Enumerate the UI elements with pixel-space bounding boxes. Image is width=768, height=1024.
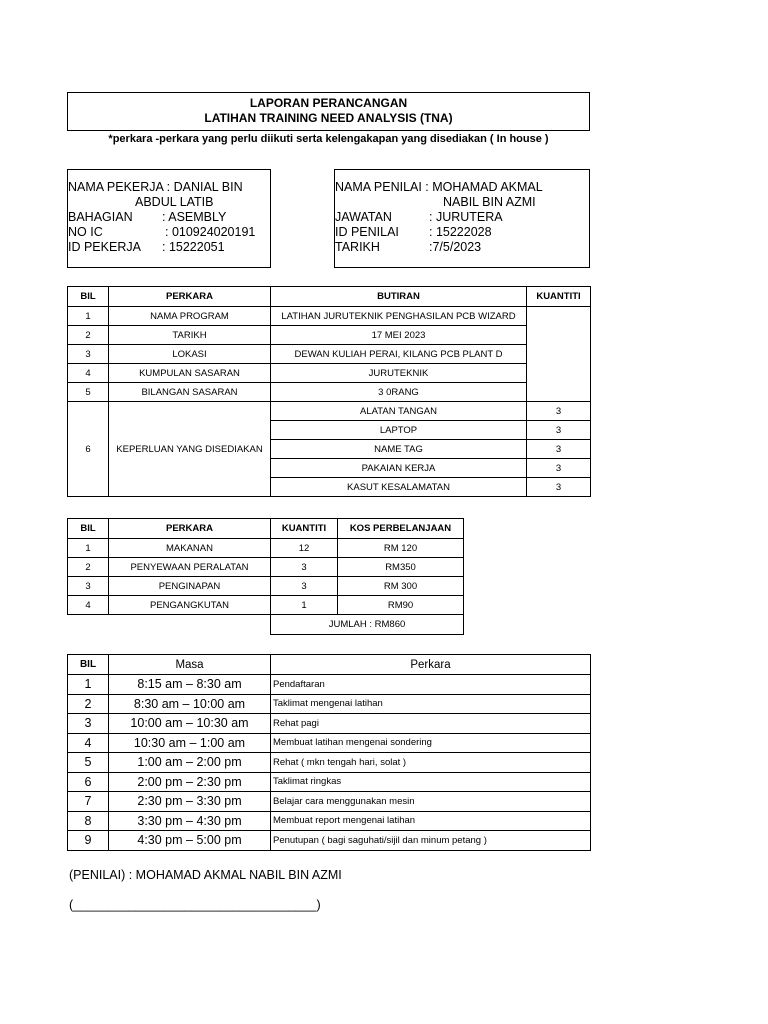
table-row [68,326,591,345]
table-row [68,364,591,383]
row-bil: 5 [68,383,109,402]
row-butiran: DEWAN KULIAH PERAI, KILANG PCB PLANT D [271,345,527,364]
row-kos: RM 300 [338,577,464,596]
employee-name-line1: NAMA PEKERJA : DANIAL BIN [68,180,243,194]
assessor-footer: (PENILAI) : MOHAMAD AKMAL NABIL BIN AZMI [69,868,342,882]
row-bil: 7 [68,792,109,812]
total-row [68,615,464,635]
table-row [68,596,464,615]
header-perkara: PERKARA [109,519,271,539]
row-bil: 2 [68,326,109,345]
id-pekerja-label: ID PEKERJA [68,240,141,254]
row-perkara: Belajar cara menggunakan mesin [271,792,591,812]
table-header-row [68,655,591,675]
bahagian-value: : ASEMBLY [162,210,227,224]
cost-table [67,518,464,635]
header-kuantiti: KUANTITI [527,287,591,307]
row-bil: 3 [68,345,109,364]
header-kuantiti: KUANTITI [271,519,338,539]
row-bil: 1 [68,675,109,695]
table-row [68,345,591,364]
header-masa: Masa [109,655,271,675]
row-kos: RM90 [338,596,464,615]
title-line-2: LATIHAN TRAINING NEED ANALYSIS (TNA) [204,111,453,125]
row-kuantiti: 3 [527,440,591,459]
row-perkara: Penutupan ( bagi saguhati/sijil dan minum petang ) [271,831,591,851]
row-kuantiti: 3 [527,402,591,421]
row-butiran: KASUT KESALAMATAN [271,478,527,497]
row-bil: 1 [68,539,109,558]
row-bil: 5 [68,753,109,773]
table-row [68,772,591,792]
header-bil: BIL [68,287,109,307]
report-subtitle: *perkara -perkara yang perlu diikuti serta kelengakapan yang disediakan ( In house ) [108,133,549,145]
table-header-row [68,519,464,539]
row-kuantiti: 3 [527,421,591,440]
row-perkara: Rehat pagi [271,714,591,734]
row-bil: 9 [68,831,109,851]
row-kos: RM 120 [338,539,464,558]
assessor-name-line1: NAMA PENILAI : MOHAMAD AKMAL [335,180,543,194]
assessor-info-box [334,169,590,268]
row-masa: 3:30 pm – 4:30 pm [109,811,271,831]
row-butiran: 17 MEI 2023 [271,326,527,345]
row-bil: 3 [68,577,109,596]
row-butiran: LAPTOP [271,421,527,440]
row-perkara: TARIKH [109,326,271,345]
signature-line: (___________________________________) [69,898,321,912]
table-row [68,811,591,831]
row-bil: 4 [68,733,109,753]
row-perkara: PENGANGKUTAN [109,596,271,615]
row-bil: 3 [68,714,109,734]
row-butiran: ALATAN TANGAN [271,402,527,421]
table-row [68,714,591,734]
row-bil: 6 [68,772,109,792]
table-row [68,558,464,577]
row-butiran: LATIHAN JURUTEKNIK PENGHASILAN PCB WIZARD [271,307,527,326]
table-row [68,792,591,812]
table-row [68,577,464,596]
row-bil: 1 [68,307,109,326]
row-masa: 1:00 am – 2:00 pm [109,753,271,773]
row-perkara: KUMPULAN SASARAN [109,364,271,383]
row-kuantiti: 3 [527,478,591,497]
row-kuantiti: 3 [527,459,591,478]
row-kuantiti: 1 [271,596,338,615]
row-perkara: Membuat report mengenai latihan [271,811,591,831]
schedule-table [67,654,591,851]
header-perkara: PERKARA [109,287,271,307]
noic-label: NO IC [68,225,103,239]
row-masa: 10:30 am – 1:00 am [109,733,271,753]
row-masa: 2:00 pm – 2:30 pm [109,772,271,792]
row-perkara: Pendaftaran [271,675,591,695]
employee-name-line2: ABDUL LATIB [135,195,214,209]
row-bil: 4 [68,364,109,383]
row-perkara: KEPERLUAN YANG DISEDIAKAN [109,402,271,497]
row-masa: 4:30 pm – 5:00 pm [109,831,271,851]
row-perkara: NAMA PROGRAM [109,307,271,326]
table-row [68,383,591,402]
row-masa: 10:00 am – 10:30 am [109,714,271,734]
row-perkara: Rehat ( mkn tengah hari, solat ) [271,753,591,773]
row-kuantiti-empty [527,307,591,402]
header-bil: BIL [68,519,109,539]
total-cost: JUMLAH : RM860 [271,615,464,635]
table-row [68,753,591,773]
row-kuantiti: 3 [271,558,338,577]
header-kos: KOS PERBELANJAAN [338,519,464,539]
table-row [68,694,591,714]
row-bil: 2 [68,694,109,714]
report-title [67,92,590,131]
title-line-1: LAPORAN PERANCANGAN [249,96,408,110]
employee-info-box [67,169,271,268]
tarikh-value: :7/5/2023 [429,240,482,254]
row-perkara: Taklimat ringkas [271,772,591,792]
table-row [68,675,591,695]
program-details-table [67,286,591,497]
header-butiran: BUTIRAN [271,287,527,307]
row-kuantiti: 3 [271,577,338,596]
row-bil: 6 [68,402,109,497]
row-kos: RM350 [338,558,464,577]
row-kuantiti: 12 [271,539,338,558]
id-penilai-value: : 15222028 [429,225,492,239]
row-bil: 8 [68,811,109,831]
table-row [68,402,591,421]
header-bil: BIL [68,655,109,675]
row-perkara: PENGINAPAN [109,577,271,596]
row-masa: 8:30 am – 10:00 am [109,694,271,714]
row-perkara: Membuat latihan mengenai sondering [271,733,591,753]
row-masa: 8:15 am – 8:30 am [109,675,271,695]
id-penilai-label: ID PENILAI [335,225,399,239]
table-row [68,733,591,753]
row-perkara: Taklimat mengenai latihan [271,694,591,714]
table-header-row [68,287,591,307]
row-butiran: PAKAIAN KERJA [271,459,527,478]
jawatan-label: JAWATAN [335,210,392,224]
bahagian-label: BAHAGIAN [68,210,133,224]
row-perkara: MAKANAN [109,539,271,558]
row-butiran: JURUTEKNIK [271,364,527,383]
noic-value: : 010924020191 [165,225,256,239]
assessor-name-line2: NABIL BIN AZMI [443,195,536,209]
table-row [68,307,591,326]
row-perkara: PENYEWAAN PERALATAN [109,558,271,577]
jawatan-value: : JURUTERA [429,210,503,224]
tarikh-label: TARIKH [335,240,380,254]
table-row [68,539,464,558]
row-bil: 2 [68,558,109,577]
row-bil: 4 [68,596,109,615]
row-perkara: LOKASI [109,345,271,364]
row-butiran: 3 0RANG [271,383,527,402]
table-row [68,831,591,851]
row-perkara: BILANGAN SASARAN [109,383,271,402]
id-pekerja-value: : 15222051 [162,240,225,254]
row-butiran: NAME TAG [271,440,527,459]
row-masa: 2:30 pm – 3:30 pm [109,792,271,812]
header-perkara: Perkara [271,655,591,675]
